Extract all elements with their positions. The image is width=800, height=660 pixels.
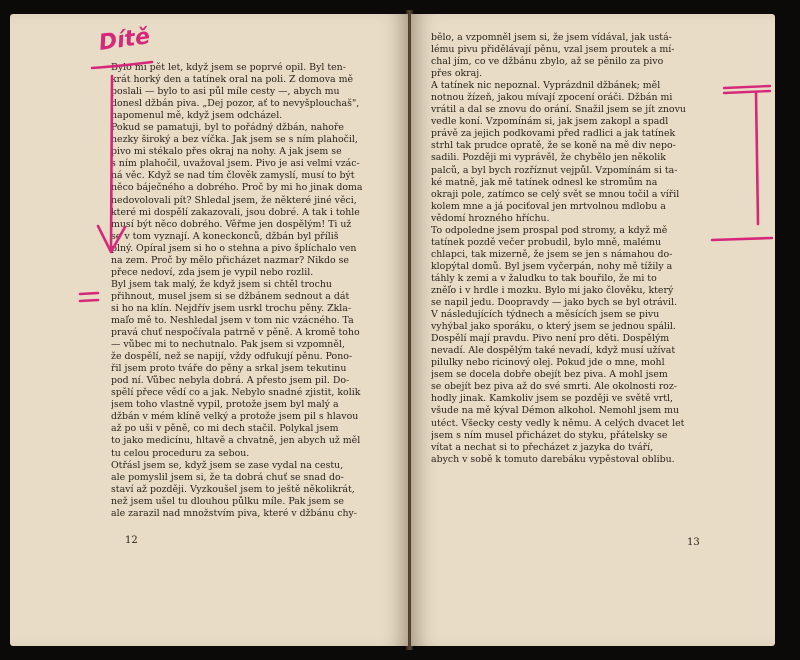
text-line: abych v sobě k tomuto darebáku vypěstoval oblibu. — [431, 453, 675, 465]
text-line: jsem se docela dobře obejít bez piva. A mohl jsem — [431, 369, 668, 381]
page-number-right: 13 — [687, 537, 700, 548]
text-line: klopýtal domů. Byl jsem vyčerpán, nohy mě tížily a — [431, 260, 673, 272]
text-line: Bylo mi pět let, když jsem se poprvé opil. Byl ten- — [111, 62, 346, 73]
text-line: nevadí. Ale dospělým také nevadí, když musí užívat — [431, 345, 676, 357]
text-line: ké matně, jak mě tatínek odnesl ke stromům na — [431, 176, 658, 188]
text-line: kolem mne a já pociťoval jen mrtvolnou mdlobu a — [431, 200, 666, 212]
text-line: palců, a byl bych rozříznut vejpůl. Vzpomínám si ta- — [431, 164, 678, 176]
text-line: hezky široký a bez víčka. Jak jsem se s ním plahočil, — [111, 134, 358, 146]
left-page — [10, 14, 408, 646]
text-line: napomenul mě, když jsem odcházel. — [111, 110, 283, 122]
text-line: džbán v mém klíně velký a protože jsem pil s hlavou — [111, 411, 359, 423]
text-line: něco báječného a dobrého. Proč by mi ho jinak doma — [111, 182, 363, 194]
text-line: bělo, a vzpomněl jsem si, že jsem vídával, jak ustá- — [431, 32, 672, 43]
text-line: plný. Opíral jsem si ho o stehna a pivo šplíchalo ven — [111, 242, 357, 254]
text-line: tu celou proceduru za sebou. — [111, 447, 250, 459]
page-number-left: 12 — [125, 535, 138, 546]
text-line: utéct. Všecky cesty vedly k němu. A celých dvacet let — [431, 417, 685, 429]
text-line: řil jsem proto tváře do pěny a srkal jsem tekutinu — [111, 363, 347, 375]
text-line: spělí přece vědí co a jak. Nebylo snadné zjistit, kolik — [111, 387, 361, 399]
text-line: že dospělí, než se napijí, vždy odfukují pěnu. Pono- — [111, 351, 353, 363]
text-line: — vůbec mi to nechutnalo. Pak jsem si vzpomněl, — [111, 339, 345, 351]
text-line: hodly jinak. Kamkoliv jsem se později ve světě vrtl, — [431, 393, 674, 405]
text-line: strhl tak prudce opratě, že se koně na mě div nepo- — [431, 140, 676, 152]
text-line: právě za jejich podkovami před radlici a jak tatínek — [431, 128, 676, 140]
text-line: mal̕o mě to. Neshledal jsem v tom nic vzácného. Ta — [111, 314, 354, 326]
text-line: lému pivu přidělávají pěnu, vzal jsem proutek a mí- — [431, 44, 675, 56]
text-line: A tatínek nic nepoznal. Vyprázdnil džbánek; měl — [431, 80, 661, 92]
text-line: se v tom vyznají. A koneckonců, džbán byl příliš — [111, 230, 339, 242]
text-line: až po uši v pěně, co mi dech stačil. Polykal jsem — [111, 423, 339, 435]
text-line: vítat a nechat si to přecházet z jazyka do tváří, — [431, 441, 654, 453]
text-line: táhly k zemi a v žaludku to tak bouřilo, že mi to — [431, 272, 657, 284]
text-line: které mi dospělí zakazovali, jsou dobré. A tak i tohle — [111, 206, 360, 218]
text-line: vedle koní. Vzpomínám si, jak jsem zakopl a spadl — [431, 116, 669, 128]
text-line: pod ní. Vůbec nebyla dobrá. A přesto jsem pil. Do- — [111, 375, 350, 387]
text-line: přihnout, musel jsem si se džbánem sednout a dát — [111, 290, 350, 302]
text-line: jsem s ním musel přicházet do styku, přátelsky se — [431, 429, 668, 441]
text-line: Otřásl jsem se, když jsem se zase vydal na cestu, — [111, 459, 344, 471]
handwritten-note: Dítě — [97, 24, 152, 56]
text-line: všude na mě kýval Démon alkohol. Nemohl jsem mu — [431, 405, 680, 417]
text-line: poslali — bylo to asi půl míle cesty —, abych mu — [111, 86, 340, 98]
text-line: To odpoledne jsem prospal pod stromy, a když mě — [431, 224, 668, 236]
text-line: Byl jsem tak malý, že když jsem si chtěl trochu — [111, 278, 332, 290]
text-line: jsem toho vlastně vypil, protože jsem byl malý a — [111, 399, 339, 411]
text-line: se obejít bez piva až do své smrti. Ale okolnosti roz- — [431, 381, 677, 393]
text-line: přece nedoví, zda jsem je vypil nebo rozlil. — [111, 266, 314, 278]
text-line: donesl džbán piva. „Dej pozor, ať to nevyšplouchaš", — [111, 98, 360, 110]
text-line: s ním plahočil, uvažoval jsem. Pivo je asi velmi vzác- — [111, 158, 360, 170]
text-line: sadili. Později mi vyprávěl, že chybělo jen několik — [431, 152, 666, 164]
text-line: chlapci, tak mizerně, že jsem se jen s námahou do- — [431, 248, 673, 260]
text-line: Pokud se pamatuji, byl to pořádný džbán, nahoře — [111, 122, 344, 134]
text-line: Dospělí mají pravdu. Pivo není pro děti. Dospělým — [431, 333, 670, 345]
text-line: ale pomyslil jsem si, že ta dobrá chuť se snad do- — [111, 471, 344, 483]
text-line: krát horký den a tatínek oral na poli. Z domova mě — [111, 74, 354, 86]
text-line: přes okraj. — [431, 68, 483, 80]
text-line: V následujících týdnech a měsících jsem se pivu — [431, 309, 660, 321]
text-line: pivo mi stékalo přes okraj na nohy. A jak jsem se — [111, 146, 342, 158]
text-line: vyhýbal jako sporáku, o který jsem se jednou spálil. — [431, 321, 676, 333]
text-line: na zem. Proč by mělo přicházet nazmar? Nikdo se — [111, 254, 349, 266]
text-line: pilulky nebo ricinový olej. Pokud jde o mne, mohl — [431, 357, 665, 369]
text-line: se napil jedu. Doopravdy — jako bych se byl otrávil. — [431, 297, 677, 309]
text-line: ná věc. Když se nad tím člověk zamyslí, musí to být — [111, 170, 355, 182]
text-line: to jako medicínu, hltavě a chvatně, jen abych už měl — [111, 435, 361, 447]
left-page-body-text — [111, 62, 383, 520]
text-line: si ho na klín. Nejdřív jsem usrkl trochu pěny. Zkla- — [111, 302, 352, 314]
right-page — [411, 14, 775, 646]
text-line: chal jím, co ve džbánu zbylo, až se pěnilo za pivo — [431, 56, 664, 68]
text-line: notnou žízeň, jakou mívají zpocení oráči. Džbán mi — [431, 92, 673, 104]
text-line: staví až později. Vyzkoušel jsem to ještě několikrát, — [111, 483, 355, 495]
text-line: vědomí hrozného hříchu. — [431, 212, 550, 224]
text-line: ale zarazil nad množstvím piva, které v džbánu chy- — [111, 507, 357, 519]
text-line: musí být něco dobrého. Věřme jen dospělým! Ti už — [111, 218, 352, 230]
text-line: pravá chuť nespočívala patrně v pěně. A kromě toho — [111, 327, 360, 339]
text-line: tatínek pozdě večer probudil, bylo mně, malému — [431, 236, 662, 248]
right-page-body-text — [431, 32, 715, 466]
text-line: vrátil a dal se znovu do orání. Snažil jsem se jít znovu — [431, 104, 686, 116]
text-line: než jsem ušel tu dlouhou půlku míle. Pak jsem se — [111, 495, 344, 507]
text-line: zněl̕o i v hrdle i mozku. Bylo mi jako člověku, který — [431, 284, 674, 296]
text-line: okraji pole, zatímco se celý svět se mnou točil a vířil — [431, 188, 680, 200]
text-line: nedovolovali pít? Shledal jsem, že některé jiné věci, — [111, 194, 357, 206]
